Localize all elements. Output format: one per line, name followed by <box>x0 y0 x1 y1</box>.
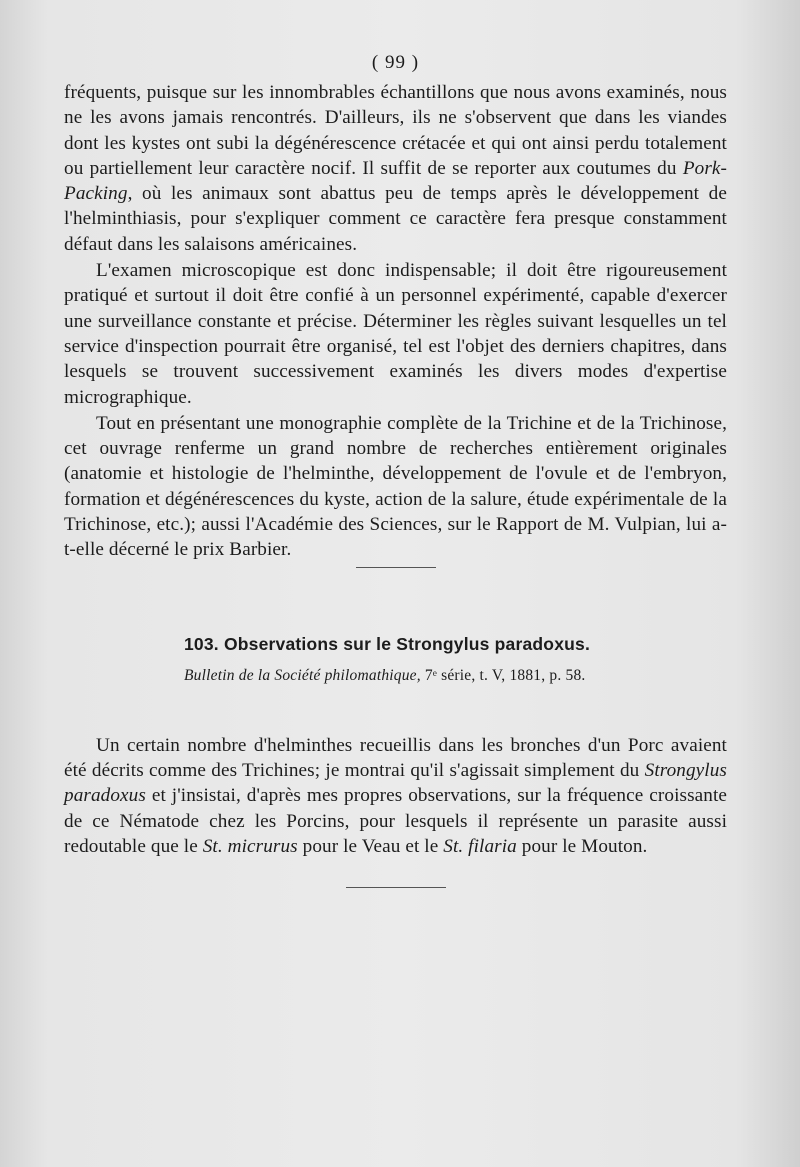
final-text-2: et j'insistai, d'après mes propres observations, sur la fréquence croissante de ce Nématode chez les Porcins, pour lesquels il représente un parasite aussi redoutable que le <box>64 785 727 857</box>
paragraph-final <box>64 733 727 859</box>
species-strongylus-paradoxus: Strongylus paradoxus <box>64 759 727 807</box>
section-title: Observations sur le Strongylus paradoxus. <box>223 633 591 654</box>
pork-packing-term: Pork-Packing <box>64 157 727 205</box>
page-number: ( 99 ) <box>371 52 420 73</box>
species-st-filaria: St. filaria <box>443 835 517 857</box>
section-heading <box>184 634 727 655</box>
final-text-4: pour le Mouton. <box>516 835 648 857</box>
species-st-micrurus: St. micrurus <box>202 835 298 857</box>
page-content <box>64 52 727 888</box>
end-rule <box>346 887 446 888</box>
final-text-1: Un certain nombre d'helminthes recueillis dans les bronches d'un Porc avaient été décrits comme des Trichines; je montrai qu'il s'agissait simplement du <box>64 734 727 781</box>
separator-rule <box>356 567 436 568</box>
paragraph-2: L'examen microscopique est donc indispensable; il doit être rigoureusement pratiqué et surtout il doit être confié à un personnel expérimenté, capable d'exercer une surveillance constante et précise. Déterminer les règles suivant lesquelles un tel service d'inspection pourrait être organisé, tel est l'objet des derniers chapitres, dans lesquels se trouvent successivement examinés les divers modes d'expertise micrographique. <box>64 260 727 408</box>
spacer <box>64 685 727 733</box>
paragraph-1-text: fréquents, puisque sur les innombrables échantillons que nous avons examinés, nous ne les avons jamais rencontrés. D'ailleurs, ils ne s'observent que dans les viandes dont les kystes ont subi la dégénérescence crétacée et qui ont ainsi perdu totalement ou partiellement leur caractère nocif. Il suffit de se reporter aux coutumes du <box>64 82 727 179</box>
section-number: 103. <box>184 633 219 654</box>
citation-details: 7ᵉ série, t. V, 1881, p. 58. <box>420 666 586 684</box>
final-text-3: pour le Veau et le <box>297 835 444 857</box>
paragraph-1 <box>64 80 727 257</box>
paragraph-3: Tout en présentant une monographie complète de la Trichine et de la Trichinose, cet ouvrage renferme un grand nombre de recherches entièrement originales (anatomie et histologie de l'helminthe, développement de l'ovule et de l'embryon, formation et dégénérescences du kyste, action de la salure, étude expérimentale de la Trichinose, etc.); aussi l'Académie des Sciences, sur le Rapport de M. Vulpian, lui a-t-elle décerné le prix Barbier. <box>64 412 727 561</box>
citation <box>184 667 727 685</box>
citation-journal: Bulletin de la Société philomathique, <box>184 666 421 684</box>
paragraph-1-end: , où les animaux sont abattus peu de temps après le développement de l'helminthiasis, pour s'expliquer comment ce caractère fera presque constamment défaut dans les salaisons américaines. <box>64 183 727 255</box>
